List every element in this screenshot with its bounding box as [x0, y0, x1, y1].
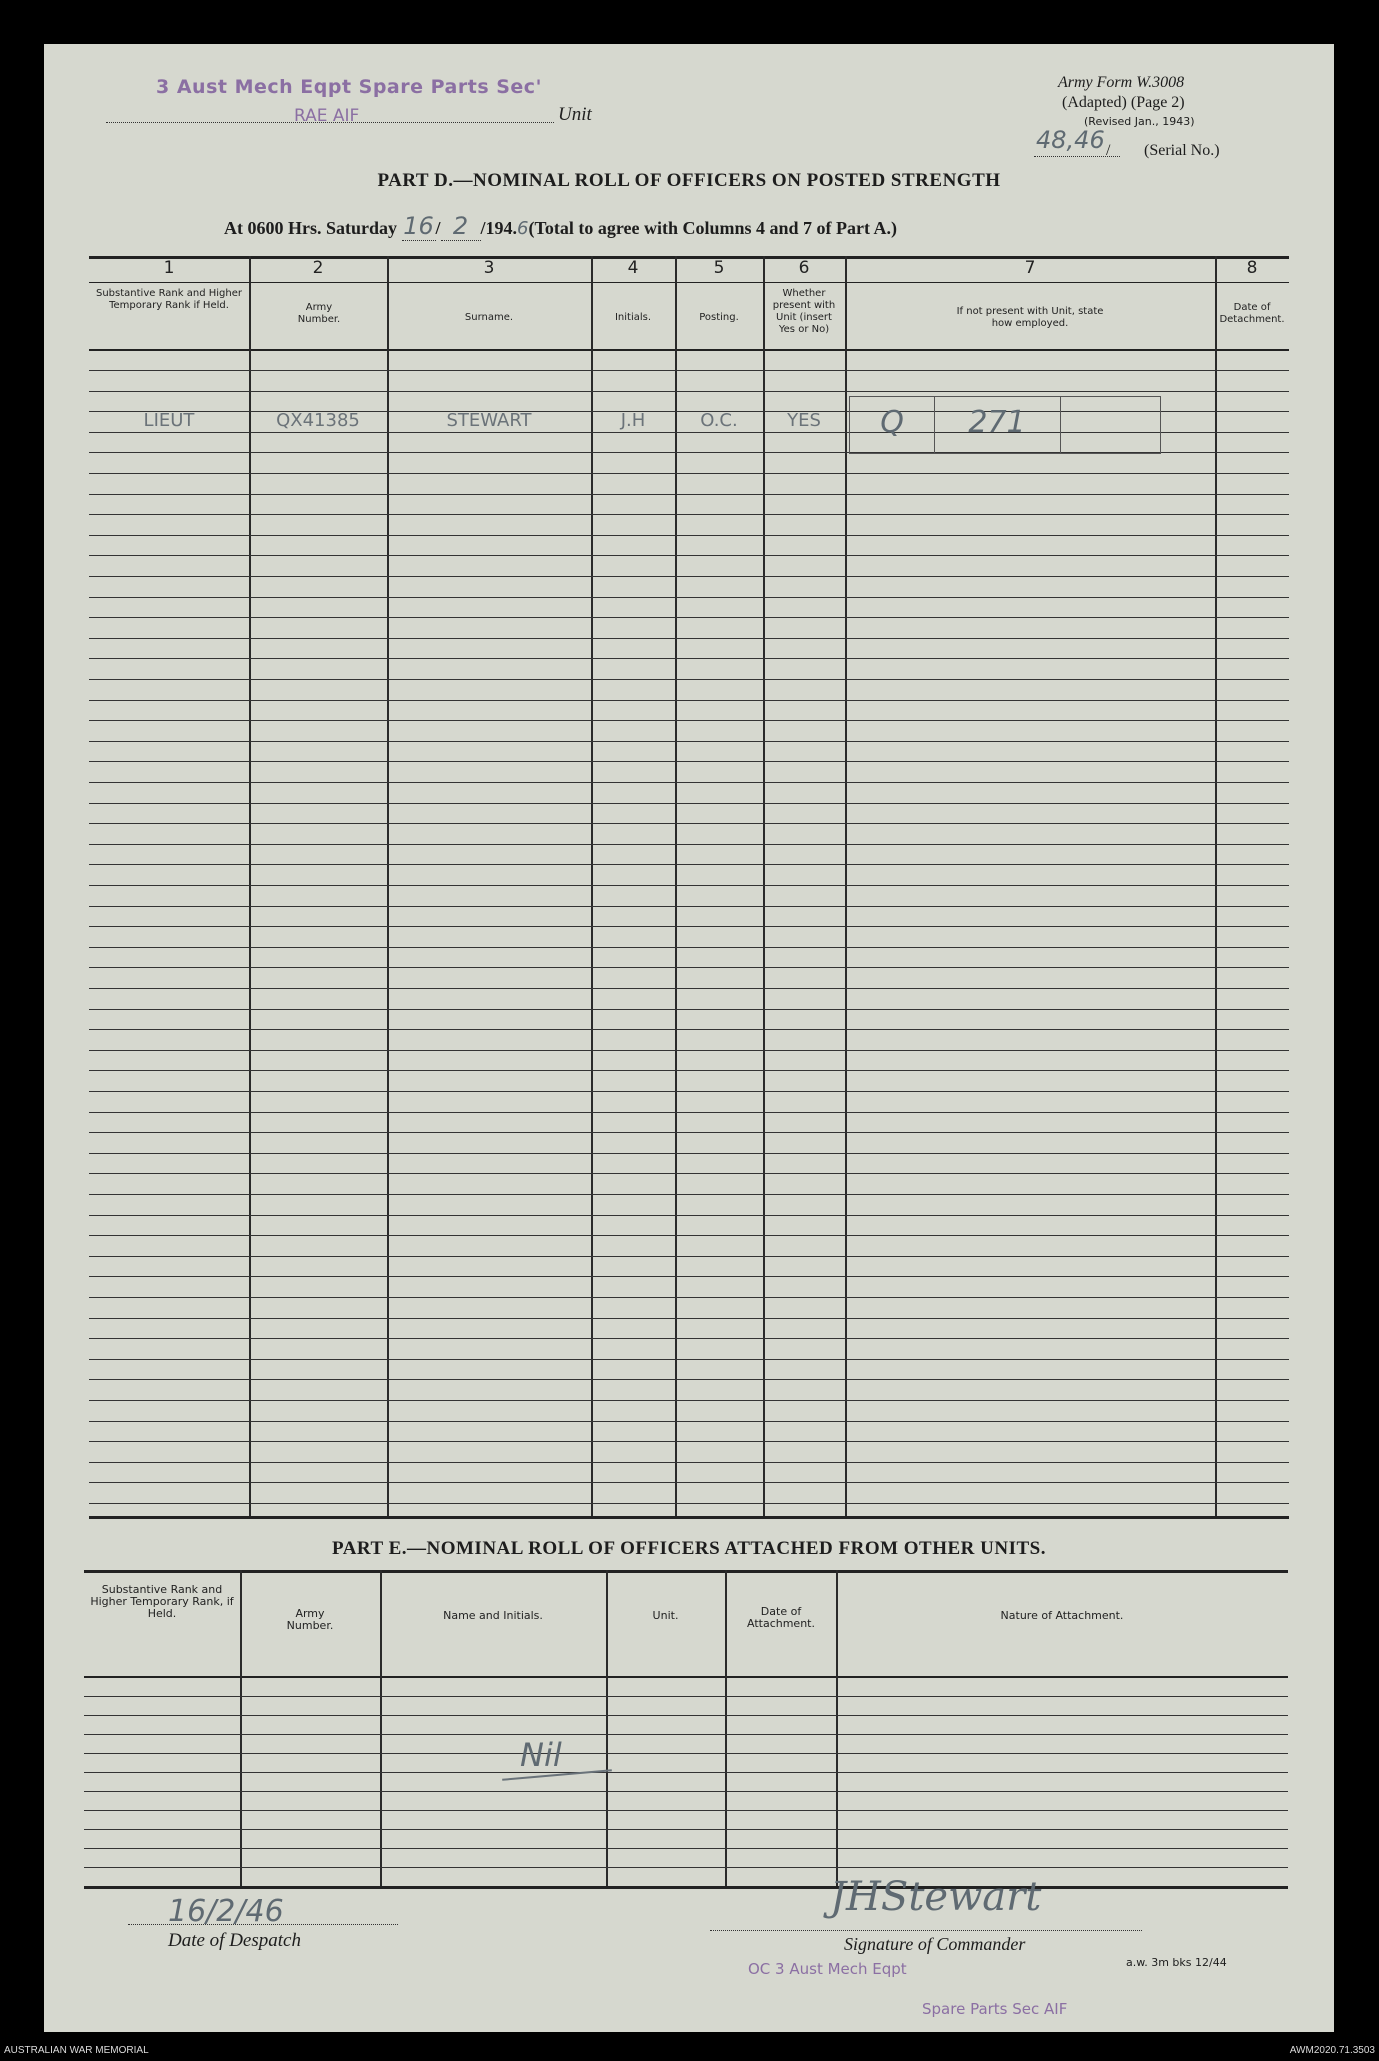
col-divider: [725, 1570, 727, 1886]
table-rule-line: [89, 638, 1289, 639]
part-e-title: PART E.—NOMINAL ROLL OF OFFICERS ATTACHED FROM OTHER UNITS.: [332, 1538, 1046, 1559]
table-rule-line: [89, 720, 1289, 721]
col-header-detachment: Date of Detachment.: [1219, 302, 1285, 325]
col-divider: [675, 256, 677, 1516]
table-bottom-rule: [89, 1516, 1289, 1519]
col-header-how-employed: If not present with Unit, state how employed.: [956, 306, 1104, 329]
table-rule-line: [84, 1829, 1288, 1830]
date-year-printed: 194.: [485, 218, 518, 238]
table-rule-line: [89, 370, 1289, 371]
col-num-5: 5: [713, 258, 725, 278]
table-rule-line: [89, 1009, 1289, 1010]
entry-employment-box: [849, 396, 1161, 454]
col-divider: [1215, 256, 1217, 1516]
footer-accession-number: AWM2020.71.3503: [1289, 2045, 1375, 2056]
entry-initials: J.H: [620, 410, 646, 431]
serial-handwritten: 48,46: [1036, 126, 1105, 154]
col-header-initials: Initials.: [614, 312, 652, 323]
col-num-8: 8: [1246, 258, 1258, 278]
table-rule-line: [84, 1791, 1288, 1792]
entry-rank: LIEUT: [143, 410, 195, 431]
unit-stamp-line2: RAE AIF: [294, 106, 360, 126]
table-rule-line: [89, 555, 1289, 556]
table-rule-line: [89, 1482, 1289, 1483]
entry-surname: STEWART: [446, 410, 532, 431]
form-name: Army Form W.3008: [1058, 74, 1185, 91]
table-rule-line: [89, 1297, 1289, 1298]
table-top-rule: [84, 1570, 1288, 1573]
col-num-2: 2: [312, 258, 324, 278]
unit-dotted-line: [106, 122, 554, 123]
print-code: a.w. 3m bks 12/44: [1126, 1956, 1227, 1969]
table-rule-line: [89, 761, 1289, 762]
table-rule-line: [89, 473, 1289, 474]
table-rule-line: [89, 679, 1289, 680]
table-rule-line: [89, 906, 1289, 907]
table-rule-line: [89, 700, 1289, 701]
header-bottom-rule: [89, 349, 1289, 351]
table-rule-line: [89, 1215, 1289, 1216]
e-col-header-nature: Nature of Attachment.: [1000, 1609, 1124, 1622]
e-col-header-rank: Substantive Rank and Higher Temporary Rank, if Held.: [90, 1583, 234, 1620]
col-divider: [591, 256, 593, 1516]
col-divider: [249, 256, 251, 1516]
serial-slash: /: [1106, 142, 1111, 159]
col-num-4: 4: [627, 258, 639, 278]
table-rule-line: [84, 1753, 1288, 1754]
entry-posting: O.C.: [700, 410, 738, 431]
col-header-rank: Substantive Rank and Higher Temporary Rank if Held.: [96, 288, 242, 311]
table-rule-line: [89, 1379, 1289, 1380]
table-rule-line: [89, 576, 1289, 577]
table-rule-line: [89, 1091, 1289, 1092]
table-rule-line: [89, 514, 1289, 515]
table-rule-line: [89, 782, 1289, 783]
nil-entry: Nil: [520, 1736, 562, 1774]
table-rule-line: [84, 1772, 1288, 1773]
entry-army-number: QX41385: [276, 410, 360, 431]
table-rule-line: [89, 741, 1289, 742]
unit-label: Unit: [558, 104, 592, 125]
signature-label: Signature of Commander: [844, 1934, 1026, 1954]
table-rule-line: [89, 864, 1289, 865]
col-num-3: 3: [483, 258, 495, 278]
table-rule-line: [89, 1338, 1289, 1339]
date-year-hand: 6: [517, 218, 529, 239]
col-divider: [763, 256, 765, 1516]
table-rule-line: [84, 1715, 1288, 1716]
header-bottom-rule: [84, 1676, 1288, 1678]
table-rule-line: [89, 1194, 1289, 1195]
table-rule-line: [89, 1153, 1289, 1154]
date-day: 16: [403, 212, 434, 240]
table-rule-line: [89, 988, 1289, 989]
footer-credit: AUSTRALIAN WAR MEMORIAL: [4, 2045, 149, 2056]
entry-box-a: Q: [880, 405, 904, 440]
table-rule-line: [89, 1462, 1289, 1463]
table-rule-line: [89, 1359, 1289, 1360]
col-num-7: 7: [1024, 258, 1036, 278]
despatch-label: Date of Despatch: [168, 1930, 301, 1951]
table-rule-line: [89, 1029, 1289, 1030]
col-header-posting: Posting.: [699, 312, 739, 323]
col-num-1: 1: [163, 258, 175, 278]
table-rule-line: [89, 1276, 1289, 1277]
table-bottom-rule: [84, 1886, 1288, 1889]
unit-stamp-line1: 3 Aust Mech Eqpt Spare Parts Sec': [156, 76, 542, 98]
commander-stamp-line1: OC 3 Aust Mech Eqpt: [748, 1960, 907, 1978]
date-sep2: /: [480, 218, 486, 238]
table-rule-line: [89, 885, 1289, 886]
table-rule-line: [89, 1235, 1289, 1236]
document-page: [44, 44, 1334, 2032]
e-col-header-unit: Unit.: [652, 1609, 679, 1622]
table-rule-line: [89, 803, 1289, 804]
despatch-dotted-line: [128, 1924, 398, 1925]
e-col-header-name: Name and Initials.: [443, 1609, 543, 1622]
table-rule-line: [89, 823, 1289, 824]
part-e-table: [84, 1570, 1288, 1890]
col-header-present: Whether present with Unit (insert Yes or No): [772, 288, 836, 335]
table-rule-line: [89, 1070, 1289, 1071]
col-header-army-number: Army Number.: [297, 302, 341, 325]
col-header-surname: Surname.: [464, 312, 514, 323]
table-rule-line: [84, 1867, 1288, 1868]
form-revised: (Revised Jan., 1943): [1084, 115, 1195, 128]
entry-box-b: 271: [968, 405, 1026, 440]
date-sep1: /: [435, 218, 441, 238]
table-rule-line: [89, 1421, 1289, 1422]
part-d-table: [89, 256, 1289, 1556]
number-row-rule: [89, 282, 1289, 283]
box-divider: [1060, 397, 1061, 453]
col-num-6: 6: [798, 258, 810, 278]
table-rule-line: [89, 494, 1289, 495]
table-rule-line: [89, 1112, 1289, 1113]
form-adapted: (Adapted) (Page 2): [1062, 94, 1185, 111]
table-rule-line: [89, 1173, 1289, 1174]
commander-stamp-line2: Spare Parts Sec AIF: [922, 2000, 1068, 2018]
table-rule-line: [89, 947, 1289, 948]
table-rule-line: [89, 1400, 1289, 1401]
table-rule-line: [89, 967, 1289, 968]
table-rule-line: [89, 1050, 1289, 1051]
despatch-date: 16/2/46: [168, 1894, 284, 1929]
table-rule-line: [89, 391, 1289, 392]
table-rule-line: [89, 617, 1289, 618]
table-rule-line: [89, 844, 1289, 845]
table-rule-line: [84, 1848, 1288, 1849]
table-rule-line: [89, 597, 1289, 598]
table-rule-line: [84, 1810, 1288, 1811]
date-month: 2: [441, 212, 481, 241]
signature-dotted-line: [710, 1930, 1142, 1931]
col-divider: [387, 256, 389, 1516]
commander-signature: JHStewart: [830, 1874, 1042, 1920]
e-col-header-attachment-date: Date of Attachment.: [747, 1605, 815, 1630]
table-rule-line: [89, 1441, 1289, 1442]
date-prefix: At 0600 Hrs. Saturday: [224, 218, 398, 238]
table-rule-line: [89, 1132, 1289, 1133]
table-rule-line: [89, 1256, 1289, 1257]
serial-label: (Serial No.): [1144, 142, 1220, 159]
e-col-header-army-number: Army Number.: [286, 1607, 334, 1632]
table-rule-line: [89, 1318, 1289, 1319]
table-rule-line: [89, 926, 1289, 927]
table-rule-line: [89, 658, 1289, 659]
entry-present: YES: [787, 410, 821, 431]
col-divider: [845, 256, 847, 1516]
date-suffix: (Total to agree with Columns 4 and 7 of Part A.): [528, 218, 897, 238]
table-rule-line: [89, 1503, 1289, 1504]
col-divider: [240, 1570, 242, 1886]
date-line: [224, 212, 897, 241]
table-rule-line: [84, 1696, 1288, 1697]
table-rule-line: [89, 535, 1289, 536]
part-d-title: PART D.—NOMINAL ROLL OF OFFICERS ON POSTED STRENGTH: [377, 170, 1001, 191]
table-rule-line: [84, 1734, 1288, 1735]
